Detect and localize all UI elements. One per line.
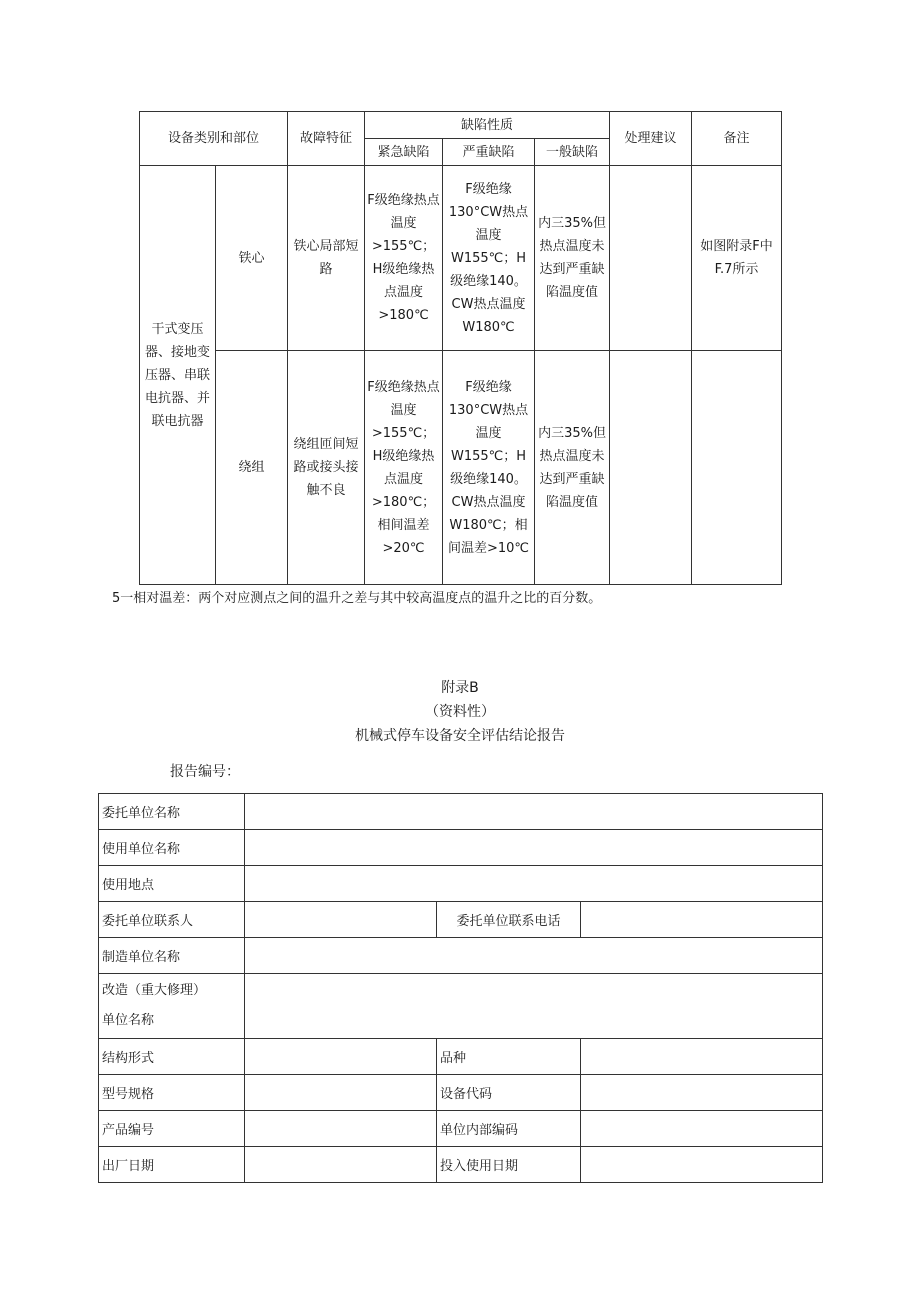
advice-cell	[610, 166, 692, 351]
part-cell: 铁心	[216, 166, 288, 351]
header-serious: 严重缺陷	[443, 139, 535, 166]
label-variety: 品种	[437, 1039, 581, 1075]
appendix-subtitle: （资料性）	[425, 704, 495, 720]
label-product-no: 产品编号	[99, 1111, 245, 1147]
label-client-name: 委托单位名称	[99, 794, 245, 830]
category-cell: 干式变压器、接地变压器、串联电抗器、并联电抗器	[140, 166, 216, 585]
advice-cell	[610, 351, 692, 585]
serious-cell: F级绝缘130°CW热点温度W155℃；H级绝缘140。CW热点温度W180℃	[443, 166, 535, 351]
label-structure: 结构形式	[99, 1039, 245, 1075]
header-feature: 故障特征	[288, 112, 365, 166]
renovation-line-2: 单位名称	[102, 1013, 155, 1028]
equipment-code-field[interactable]	[581, 1075, 823, 1111]
label-renovation-unit	[99, 974, 245, 1039]
label-internal-code: 单位内部编码	[437, 1111, 581, 1147]
label-client-contact: 委托单位联系人	[99, 902, 245, 938]
appendix-heading: 机械式停车设备安全评估结论报告	[355, 728, 565, 744]
location-field[interactable]	[245, 866, 823, 902]
general-cell: 内三35%但热点温度未达到严重缺陷温度值	[535, 351, 610, 585]
user-name-field[interactable]	[245, 830, 823, 866]
header-category: 设备类别和部位	[140, 112, 288, 166]
report-number-label: 报告编号：	[170, 764, 240, 780]
remark-cell	[692, 351, 782, 585]
serious-cell: F级绝缘130°CW热点温度W155℃；H级绝缘140。CW热点温度W180℃；相间温差>10℃	[443, 351, 535, 585]
label-manufacturer: 制造单位名称	[99, 938, 245, 974]
header-urgent: 紧急缺陷	[365, 139, 443, 166]
feature-cell: 铁心局部短路	[288, 166, 365, 351]
table-note: 5一相对温差：两个对应测点之间的温升之差与其中较高温度点的温升之比的百分数。	[112, 591, 602, 606]
label-model: 型号规格	[99, 1075, 245, 1111]
header-nature: 缺陷性质	[365, 112, 610, 139]
label-user-name: 使用单位名称	[99, 830, 245, 866]
general-cell: 内三35%但热点温度未达到严重缺陷温度值	[535, 166, 610, 351]
part-cell: 绕组	[216, 351, 288, 585]
label-client-phone: 委托单位联系电话	[437, 902, 581, 938]
urgent-cell: F级绝缘热点温度>155℃；H级绝缘热点温度>180℃；相间温差>20℃	[365, 351, 443, 585]
urgent-cell: F级绝缘热点温度>155℃；H级绝缘热点温度>180℃	[365, 166, 443, 351]
remark-cell: 如图附录F中F.7所示	[692, 166, 782, 351]
commission-date-field[interactable]	[581, 1147, 823, 1183]
header-remark: 备注	[692, 112, 782, 166]
manufacturer-field[interactable]	[245, 938, 823, 974]
feature-cell: 绕组匝间短路或接头接触不良	[288, 351, 365, 585]
product-no-field[interactable]	[245, 1111, 437, 1147]
label-commission-date: 投入使用日期	[437, 1147, 581, 1183]
client-phone-field[interactable]	[581, 902, 823, 938]
appendix-title: 附录B	[441, 680, 479, 696]
internal-code-field[interactable]	[581, 1111, 823, 1147]
defect-table	[139, 111, 782, 585]
variety-field[interactable]	[581, 1039, 823, 1075]
factory-date-field[interactable]	[245, 1147, 437, 1183]
label-location: 使用地点	[99, 866, 245, 902]
model-field[interactable]	[245, 1075, 437, 1111]
label-factory-date: 出厂日期	[99, 1147, 245, 1183]
client-contact-field[interactable]	[245, 902, 437, 938]
report-form	[98, 793, 823, 1183]
renovation-line-1: 改造（重大修理）	[102, 983, 207, 998]
client-name-field[interactable]	[245, 794, 823, 830]
header-general: 一般缺陷	[535, 139, 610, 166]
renovation-unit-field[interactable]	[245, 974, 823, 1039]
structure-field[interactable]	[245, 1039, 437, 1075]
label-equipment-code: 设备代码	[437, 1075, 581, 1111]
header-advice: 处理建议	[610, 112, 692, 166]
